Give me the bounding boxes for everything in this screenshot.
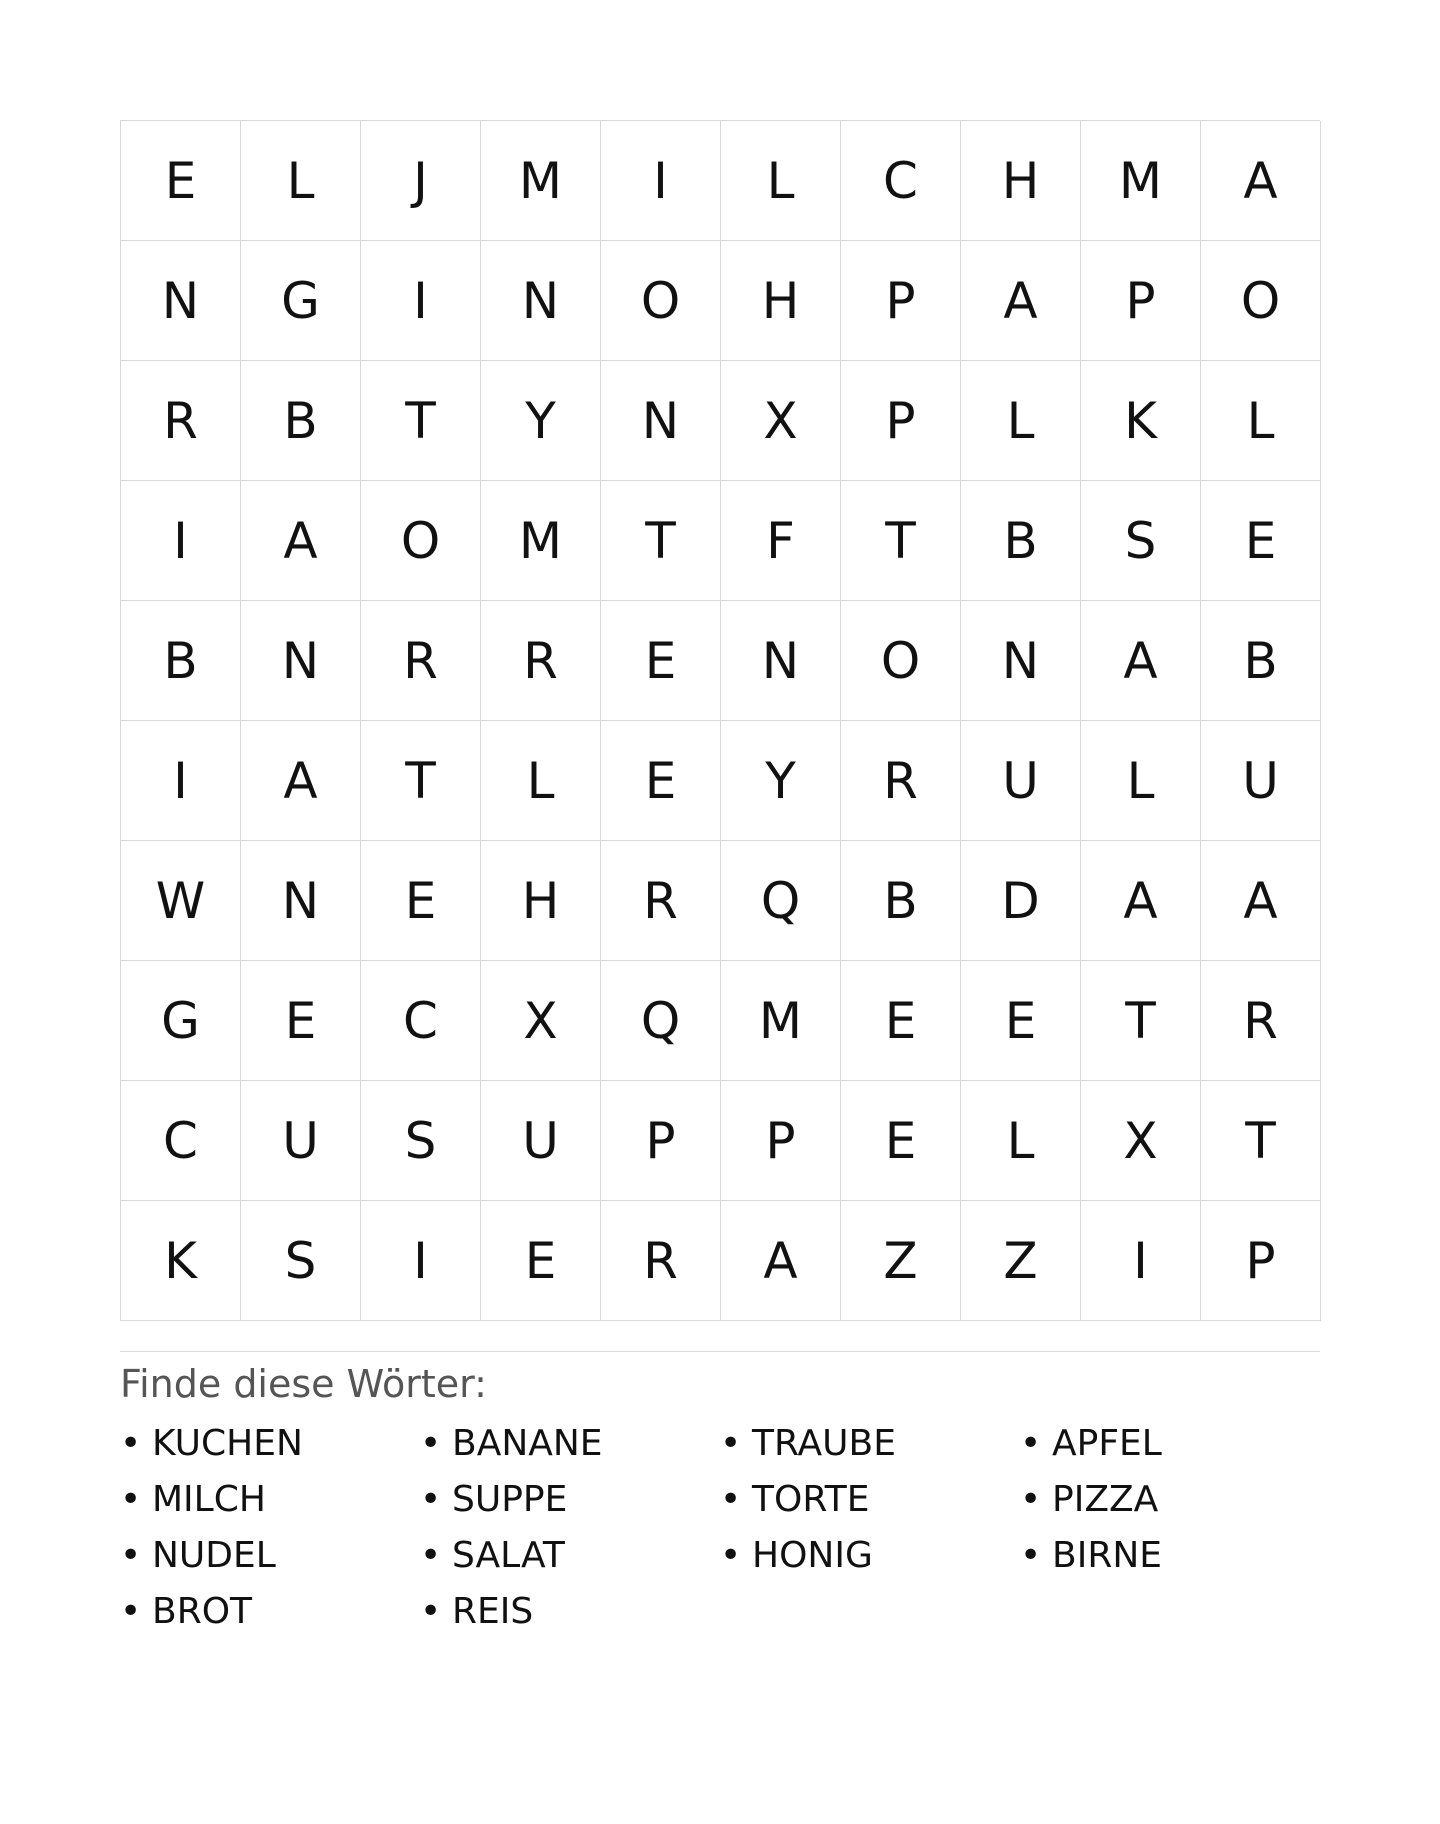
grid-cell[interactable]: R (841, 721, 961, 841)
word-label: KUCHEN (152, 1423, 303, 1464)
grid-cell[interactable]: P (1201, 1201, 1321, 1321)
grid-cell[interactable]: N (721, 601, 841, 721)
word-label: APFEL (1052, 1423, 1162, 1464)
word-list-item (720, 1416, 1020, 1472)
grid-cell[interactable]: S (361, 1081, 481, 1201)
grid-cell[interactable]: I (121, 721, 241, 841)
grid-cell[interactable]: I (1081, 1201, 1201, 1321)
divider (120, 1351, 1320, 1352)
grid-cell[interactable]: T (1081, 961, 1201, 1081)
grid-cell[interactable]: M (721, 961, 841, 1081)
bullet-icon: • (120, 1423, 142, 1464)
grid-cell[interactable]: A (1201, 121, 1321, 241)
word-label: BROT (152, 1591, 253, 1632)
bullet-icon: • (120, 1591, 142, 1632)
grid-cell[interactable]: T (601, 481, 721, 601)
word-list-item (420, 1584, 720, 1640)
grid-cell[interactable]: R (121, 361, 241, 481)
word-list-item (120, 1472, 420, 1528)
grid-cell[interactable]: E (481, 1201, 601, 1321)
word-label: TORTE (752, 1479, 870, 1520)
grid-cell[interactable]: Z (961, 1201, 1081, 1321)
grid-cell[interactable]: U (961, 721, 1081, 841)
grid-cell[interactable]: I (361, 1201, 481, 1321)
word-list-item (720, 1472, 1020, 1528)
grid-cell[interactable]: B (241, 361, 361, 481)
grid-cell[interactable]: N (121, 241, 241, 361)
grid-cell[interactable]: U (1201, 721, 1321, 841)
grid-cell[interactable]: A (241, 481, 361, 601)
word-list-item (120, 1584, 420, 1640)
grid-cell[interactable]: H (481, 841, 601, 961)
grid-cell[interactable]: T (361, 361, 481, 481)
grid-cell[interactable]: A (1081, 601, 1201, 721)
bullet-icon: • (720, 1423, 742, 1464)
word-label: MILCH (152, 1479, 266, 1520)
grid-cell[interactable]: I (121, 481, 241, 601)
grid-cell[interactable]: C (121, 1081, 241, 1201)
word-label: TRAUBE (752, 1423, 896, 1464)
word-list (120, 1416, 1320, 1640)
word-label: SUPPE (452, 1479, 568, 1520)
grid-cell[interactable]: T (1201, 1081, 1321, 1201)
grid-cell[interactable]: P (721, 1081, 841, 1201)
bullet-icon: • (120, 1535, 142, 1576)
grid-cell[interactable]: G (241, 241, 361, 361)
bullet-icon: • (420, 1423, 442, 1464)
grid-cell[interactable]: M (481, 481, 601, 601)
grid-cell[interactable]: G (121, 961, 241, 1081)
grid-cell[interactable]: L (1201, 361, 1321, 481)
grid-cell[interactable]: T (361, 721, 481, 841)
grid-cell[interactable]: P (601, 1081, 721, 1201)
grid-cell[interactable]: L (721, 121, 841, 241)
grid-cell[interactable]: R (601, 841, 721, 961)
word-list-item (420, 1416, 720, 1472)
grid-cell[interactable]: N (481, 241, 601, 361)
grid-cell[interactable]: Y (721, 721, 841, 841)
grid-cell[interactable]: O (361, 481, 481, 601)
grid-cell[interactable]: Y (481, 361, 601, 481)
grid-cell[interactable]: E (1201, 481, 1321, 601)
grid-cell[interactable]: L (241, 121, 361, 241)
grid-cell[interactable]: F (721, 481, 841, 601)
grid-cell[interactable]: X (481, 961, 601, 1081)
bullet-icon: • (420, 1479, 442, 1520)
bullet-icon: • (1020, 1479, 1042, 1520)
grid-cell[interactable]: E (601, 601, 721, 721)
word-list-title: Finde diese Wörter: (120, 1362, 487, 1406)
bullet-icon: • (1020, 1423, 1042, 1464)
grid-cell[interactable]: N (241, 841, 361, 961)
grid-cell[interactable]: L (961, 1081, 1081, 1201)
word-label: SALAT (452, 1535, 565, 1576)
grid-cell[interactable]: B (1201, 601, 1321, 721)
bullet-icon: • (420, 1591, 442, 1632)
bullet-icon: • (420, 1535, 442, 1576)
grid-cell[interactable]: O (841, 601, 961, 721)
grid-cell[interactable]: X (1081, 1081, 1201, 1201)
word-label: BANANE (452, 1423, 603, 1464)
grid-cell[interactable]: T (841, 481, 961, 601)
word-label: NUDEL (152, 1535, 276, 1576)
grid-cell[interactable]: U (241, 1081, 361, 1201)
grid-cell[interactable]: I (361, 241, 481, 361)
grid-cell[interactable]: A (1081, 841, 1201, 961)
word-label: BIRNE (1052, 1535, 1163, 1576)
grid-cell[interactable]: M (1081, 121, 1201, 241)
grid-cell[interactable]: E (361, 841, 481, 961)
grid-cell[interactable]: P (1081, 241, 1201, 361)
grid-cell[interactable]: A (1201, 841, 1321, 961)
grid-cell[interactable]: A (721, 1201, 841, 1321)
grid-cell[interactable]: C (841, 121, 961, 241)
word-list-item (1020, 1416, 1320, 1472)
grid-cell[interactable]: L (481, 721, 601, 841)
grid-cell[interactable]: B (841, 841, 961, 961)
grid-cell[interactable]: Z (841, 1201, 961, 1321)
grid-cell[interactable]: K (1081, 361, 1201, 481)
grid-cell[interactable]: N (241, 601, 361, 721)
bullet-icon: • (120, 1479, 142, 1520)
word-list-item (720, 1528, 1020, 1584)
grid-cell[interactable]: H (721, 241, 841, 361)
grid-cell[interactable]: N (961, 601, 1081, 721)
grid-cell[interactable]: B (961, 481, 1081, 601)
word-list-item (420, 1472, 720, 1528)
grid-cell[interactable]: H (961, 121, 1081, 241)
word-label: HONIG (752, 1535, 873, 1576)
grid-cell[interactable]: Q (721, 841, 841, 961)
grid-cell[interactable]: R (481, 601, 601, 721)
grid-cell[interactable]: E (241, 961, 361, 1081)
grid-cell[interactable]: M (481, 121, 601, 241)
grid-cell[interactable]: A (241, 721, 361, 841)
grid-cell[interactable]: O (1201, 241, 1321, 361)
grid-cell[interactable]: C (361, 961, 481, 1081)
grid-cell[interactable]: Q (601, 961, 721, 1081)
letter-grid (120, 120, 1320, 1321)
grid-cell[interactable]: L (1081, 721, 1201, 841)
grid-cell[interactable]: E (841, 961, 961, 1081)
grid-cell[interactable]: W (121, 841, 241, 961)
grid-cell[interactable]: S (1081, 481, 1201, 601)
grid-cell[interactable]: R (361, 601, 481, 721)
grid-cell[interactable]: D (961, 841, 1081, 961)
word-label: PIZZA (1052, 1479, 1159, 1520)
word-list-item (120, 1416, 420, 1472)
word-label: REIS (452, 1591, 534, 1632)
grid-cell[interactable]: E (121, 121, 241, 241)
grid-cell[interactable]: K (121, 1201, 241, 1321)
grid-cell[interactable]: X (721, 361, 841, 481)
grid-cell[interactable]: P (841, 241, 961, 361)
bullet-icon: • (1020, 1535, 1042, 1576)
grid-cell[interactable]: S (241, 1201, 361, 1321)
grid-cell[interactable]: J (361, 121, 481, 241)
grid-cell[interactable]: E (961, 961, 1081, 1081)
grid-cell[interactable]: N (601, 361, 721, 481)
grid-cell[interactable]: A (961, 241, 1081, 361)
word-list-item (1020, 1472, 1320, 1528)
grid-cell[interactable]: R (601, 1201, 721, 1321)
bullet-icon: • (720, 1535, 742, 1576)
word-list-item (120, 1528, 420, 1584)
bullet-icon: • (720, 1479, 742, 1520)
grid-cell[interactable]: E (601, 721, 721, 841)
grid-cell[interactable]: I (601, 121, 721, 241)
grid-cell[interactable]: P (841, 361, 961, 481)
grid-cell[interactable]: R (1201, 961, 1321, 1081)
grid-cell[interactable]: U (481, 1081, 601, 1201)
grid-cell[interactable]: O (601, 241, 721, 361)
grid-cell[interactable]: B (121, 601, 241, 721)
word-search-sheet (120, 120, 1320, 1640)
word-list-item (420, 1528, 720, 1584)
word-list-item (1020, 1528, 1320, 1584)
grid-cell[interactable]: L (961, 361, 1081, 481)
grid-cell[interactable]: E (841, 1081, 961, 1201)
